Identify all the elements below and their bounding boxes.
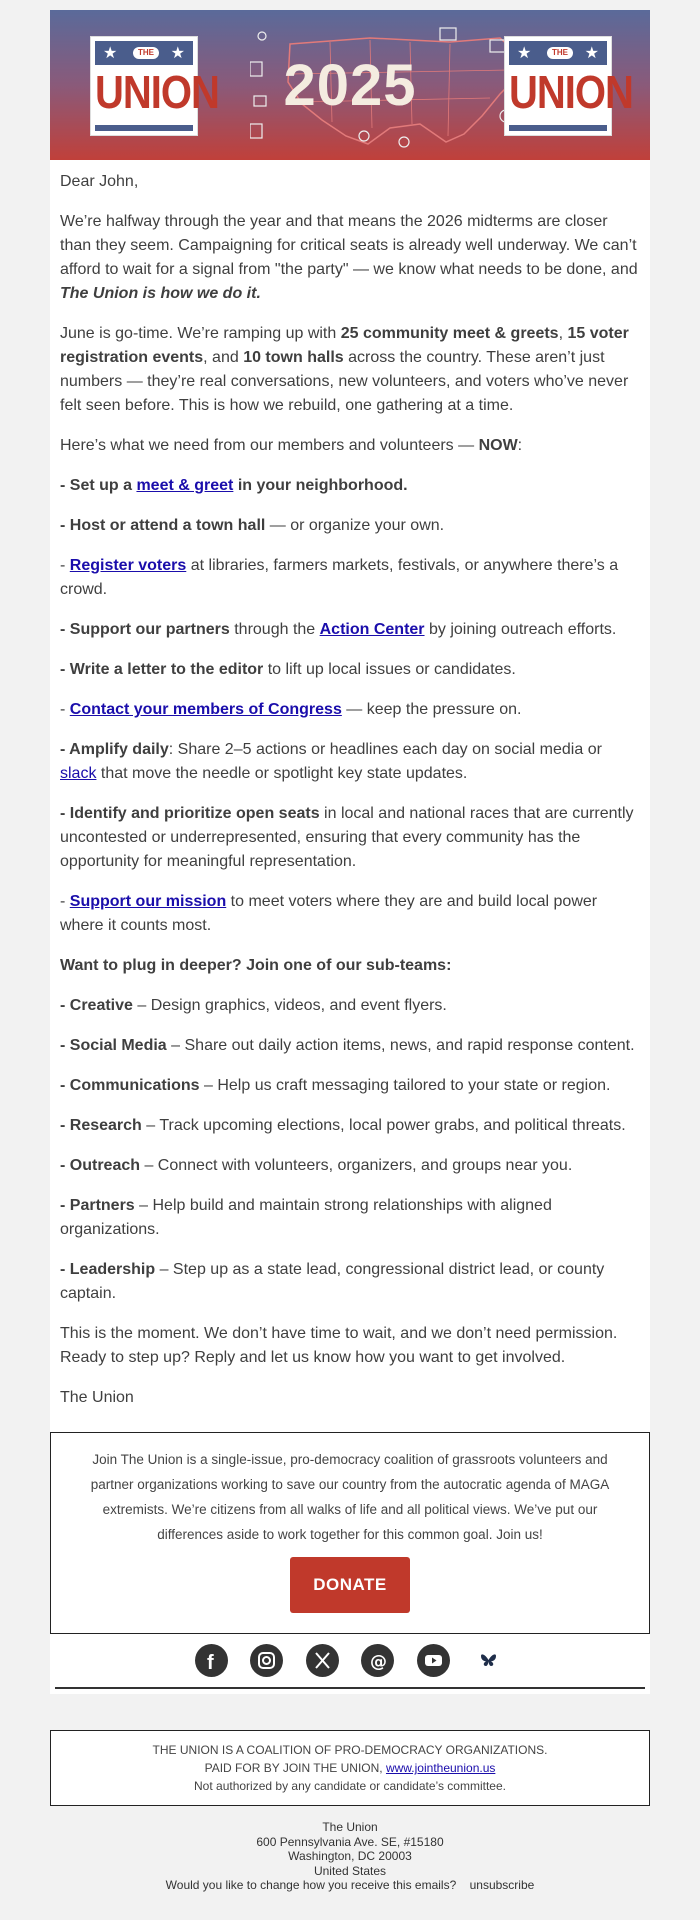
instagram-icon[interactable] [250,1644,283,1677]
unsubscribe-link[interactable]: unsubscribe [469,1878,535,1892]
address-city: Washington, DC 20003 [288,1849,412,1863]
emphasis-text: The Union is how we do it. [60,285,261,302]
action-item-support-mission: - Support our mission to meet voters where they are and build local power where it counts most. [60,893,598,934]
mailing-address [50,1806,650,1893]
action-item-partners: - Support our partners through the Action Center by joining outreach efforts. [60,621,617,638]
address-country: United States [313,1863,387,1878]
legal-line-1: THE UNION IS A COALITION OF PRO-DEMOCRACY ORGANIZATIONS. [152,1743,548,1757]
threads-icon[interactable] [361,1644,394,1677]
support-mission-link[interactable]: Support our mission [69,893,227,910]
action-item-contact-congress: - Contact your members of Congress — keep the pressure on. [60,701,522,718]
star-icon: ★ [170,43,185,62]
legal-line-3: Not authorized by any candidate or candidate’s committee. [194,1779,506,1793]
subteam-item: - Creative – Design graphics, videos, and event flyers. [60,997,447,1014]
logo-union-text: UNION [95,67,219,119]
svg-text:f: f [206,1652,214,1674]
logo-the-text: THE [547,47,573,59]
bluesky-icon[interactable] [472,1644,505,1677]
facebook-icon[interactable] [195,1644,228,1677]
action-item-register-voters: - Register voters at libraries, farmers markets, festivals, or anywhere there’s a crowd. [60,557,619,598]
star-icon: ★ [584,43,599,62]
logo-union-text: UNION [509,67,633,119]
address-street: 600 Pennsylvania Ave. SE, #15180 [256,1834,444,1849]
star-icon: ★ [517,43,532,62]
donate-button[interactable]: DONATE [290,1557,410,1613]
about-box [50,1432,650,1634]
action-item-town-hall: - Host or attend a town hall — or organize your own. [60,517,445,534]
subteam-item: - Partners – Help build and maintain strong relationships with aligned organizations. [60,1197,552,1238]
website-link[interactable]: www.jointheunion.us [385,1761,496,1775]
about-text: Join The Union is a single-issue, pro-democracy coalition of grassroots volunteers and partner organizations working to save our country from the autocratic agenda of MAGA extremists. We’re citizens from all walks of life and all political views. We’ve put our differences aside to work together for this common goal. Join us! [90,1452,610,1542]
closing-paragraph: This is the moment. We don’t have time to wait, and we don’t need permission. Ready to step up? Reply and let us know how you want to get involved. [60,1325,618,1366]
logo-bottom-bar [509,125,607,131]
action-item-meet-greet: - Set up a meet & greet in your neighborhood. [60,477,408,494]
preferences-link[interactable]: Would you like to change how you receive this emails? [165,1878,457,1892]
union-logo-right [504,36,633,136]
preferences-line [50,1878,650,1893]
action-center-link[interactable]: Action Center [319,621,425,638]
register-voters-link[interactable]: Register voters [69,557,187,574]
paragraph-june: June is go-time. We’re ramping up with 25 community meet & greets, 15 voter registration events, and 10 town halls across the country. These aren’t just numbers — they’re real conversations, new volunteers, and voters who’ve never felt seen before. This is how we rebuild, one gathering at a time. [60,325,629,414]
header-banner [50,10,650,160]
subteam-item: - Research – Track upcoming elections, local power grabs, and political threats. [60,1117,626,1134]
legal-line-2: PAID FOR BY JOIN THE UNION, www.jointheunion.us [204,1761,496,1775]
paragraph-needs: Here’s what we need from our members and volunteers — NOW: [60,437,523,454]
letter-body [50,160,650,1432]
action-item-letter-editor: - Write a letter to the editor to lift up local issues or candidates. [60,661,516,678]
legal-disclaimer-box [50,1730,650,1806]
address-name: The Union [322,1820,378,1834]
star-icon: ★ [103,43,118,62]
logo-the-text: THE [133,47,159,59]
youtube-icon[interactable] [417,1644,450,1677]
paragraph-intro: We’re halfway through the year and that means the 2026 midterms are closer than they seem. Campaigning for critical seats is already well underway. We can’t afford to wait for a signal from "the party" — we know what needs to be done, and The Union is how we do it. [60,213,638,302]
meet-greet-link[interactable]: meet & greet [136,477,234,494]
action-item-open-seats: - Identify and prioritize open seats in local and national races that are currently uncontested or underrepresented, ensuring that every community has the opportunity for meaningful representation. [60,805,634,870]
logo-stripe [509,41,607,65]
footer-divider [55,1687,645,1689]
action-item-amplify: - Amplify daily: Share 2–5 actions or headlines each day on social media or slack that move the needle or spotlight key state updates. [60,741,602,782]
subteam-item: - Leadership – Step up as a state lead, congressional district lead, or county captain. [60,1261,605,1302]
svg-text:@: @ [370,1652,388,1672]
subteams-heading: Want to plug in deeper? Join one of our sub-teams: [60,957,452,974]
greeting: Dear John, [60,173,139,190]
subteam-item: - Outreach – Connect with volunteers, organizers, and groups near you. [60,1157,573,1174]
subteam-item: - Social Media – Share out daily action items, news, and rapid response content. [60,1037,635,1054]
email-container [50,10,650,1893]
x-icon[interactable] [306,1644,339,1677]
contact-congress-link[interactable]: Contact your members of Congress [69,701,342,718]
subteam-item: - Communications – Help us craft messaging tailored to your state or region. [60,1077,611,1094]
slack-link[interactable]: slack [60,765,97,782]
logo-bottom-bar [95,125,193,131]
signature: The Union [60,1389,134,1406]
banner-year: 2025 [283,53,417,118]
social-links [50,1634,650,1694]
